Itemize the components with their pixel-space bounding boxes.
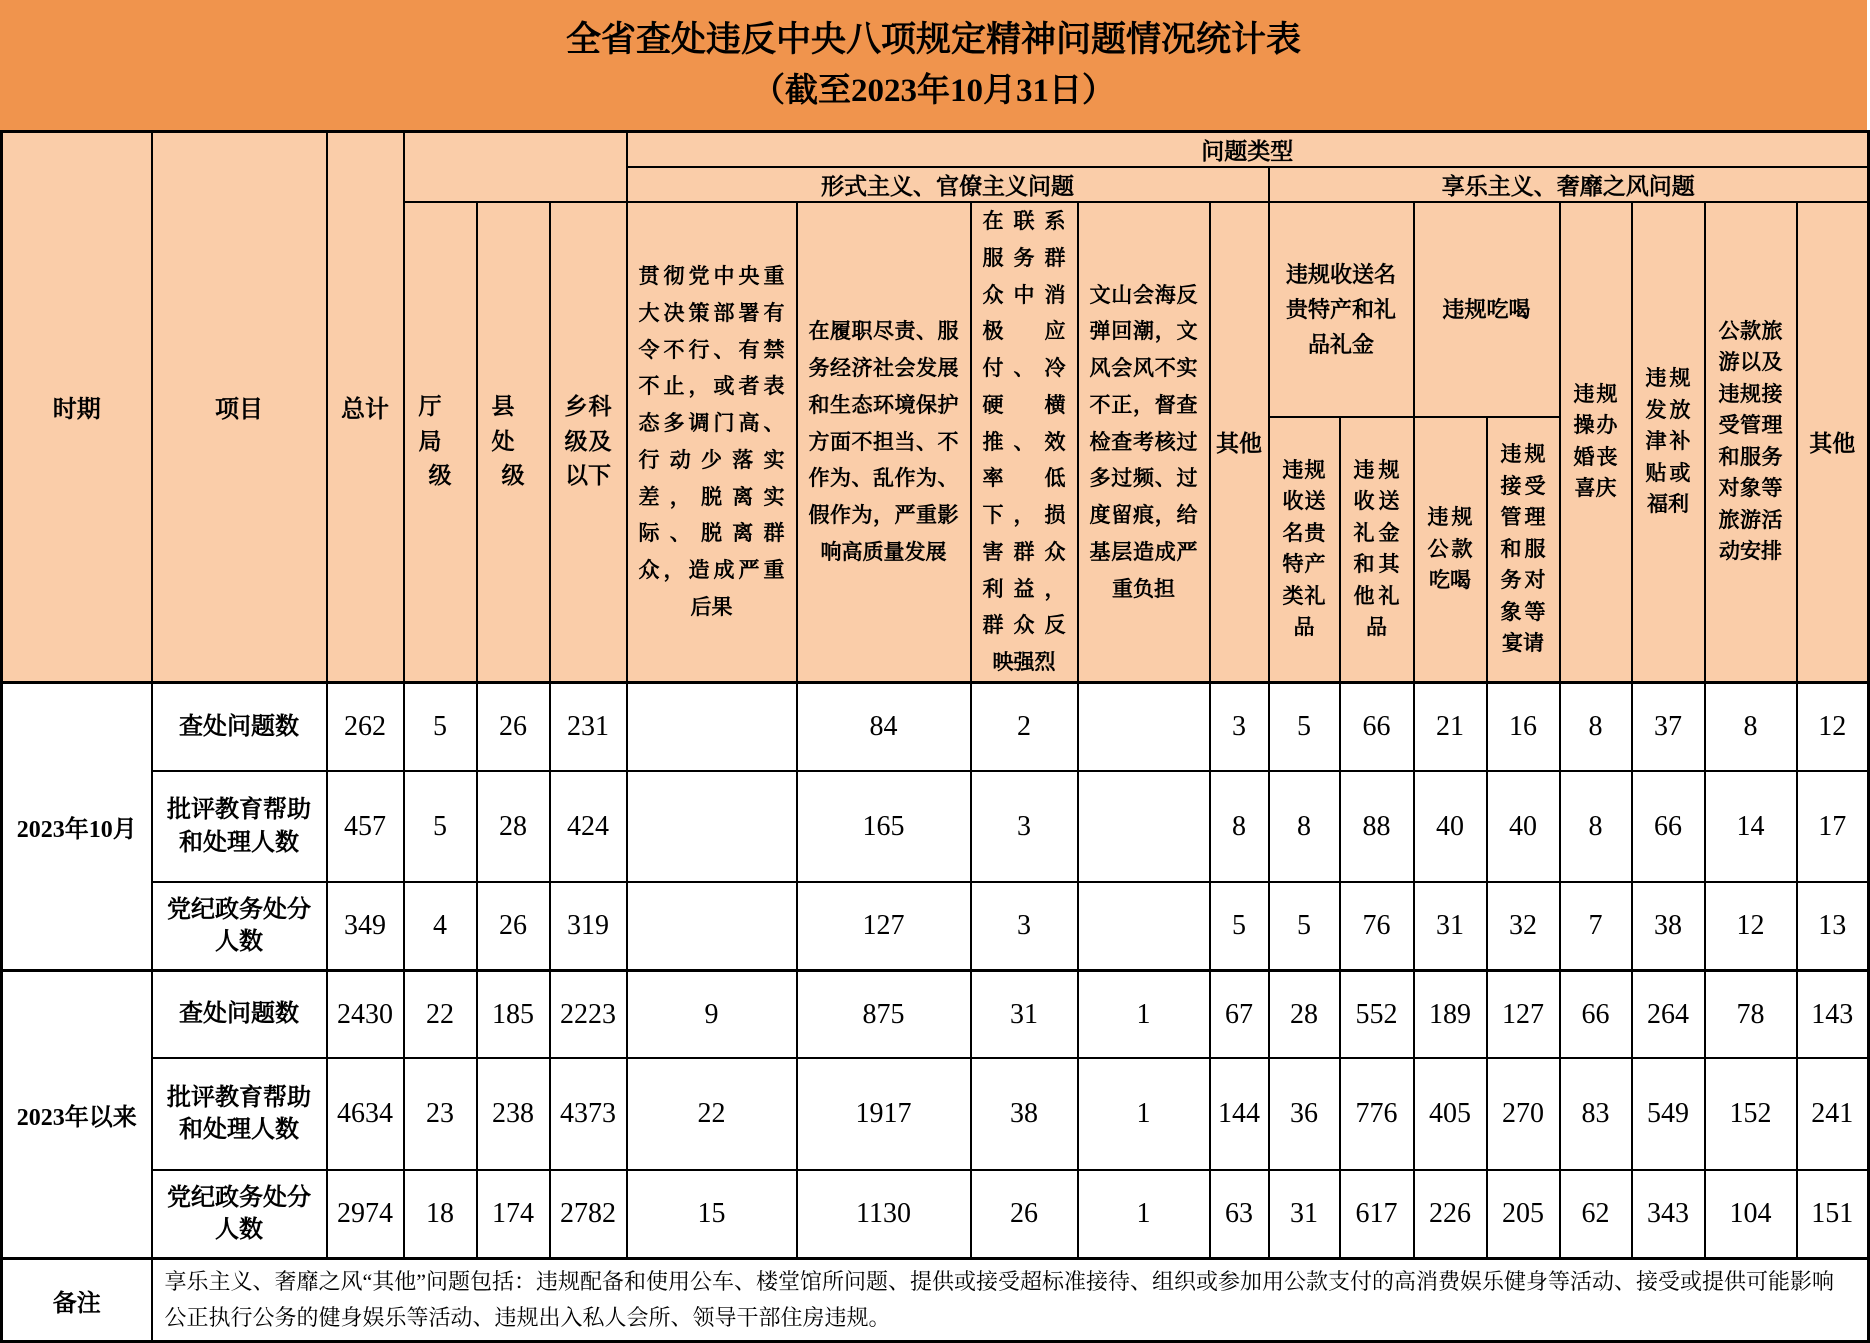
row-label: 批评教育帮助和处理人数 (152, 1058, 327, 1170)
table-cell: 31 (1269, 1170, 1340, 1258)
table-cell: 144 (1210, 1058, 1269, 1170)
table-cell: 13 (1797, 882, 1869, 970)
table-cell: 67 (1210, 970, 1269, 1058)
row-label: 查处问题数 (152, 970, 327, 1058)
table-cell: 5 (1210, 882, 1269, 970)
table-cell: 2782 (550, 1170, 627, 1258)
table-cell: 76 (1340, 882, 1414, 970)
table-cell: 349 (327, 882, 404, 970)
header-col-gifts-specialty: 违规收送名贵特产类礼品 (1269, 417, 1340, 682)
table-cell: 28 (1269, 970, 1340, 1058)
header-col-gifts-money: 违规收送礼金和其他礼品 (1340, 417, 1414, 682)
header-col-masses: 在联系服务群众中消极应付、冷硬横推、效率低下，损害群众利益，群众反映强烈 (971, 202, 1078, 682)
header-col-eat-public: 违规公款吃喝 (1414, 417, 1487, 682)
table-cell: 38 (1632, 882, 1705, 970)
header-level-xiangke: 乡科级及以下 (550, 202, 627, 682)
header-col-meetings: 文山会海反弹回潮，文风会风不实不正，督查检查考核过多过频、过度留痕，给基层造成严重负担 (1078, 202, 1210, 682)
table-cell: 15 (627, 1170, 797, 1258)
header-level-xianchu: 县处级 (477, 202, 550, 682)
table-cell: 4634 (327, 1058, 404, 1170)
table-cell: 152 (1705, 1058, 1797, 1170)
header-item: 项目 (152, 132, 327, 683)
table-cell: 26 (477, 882, 550, 970)
table-cell: 127 (797, 882, 971, 970)
table-cell: 12 (1705, 882, 1797, 970)
table-cell: 552 (1340, 970, 1414, 1058)
header-col-wedding: 违规操办婚丧喜庆 (1560, 202, 1632, 682)
table-cell: 262 (327, 682, 404, 771)
remark-text: 享乐主义、奢靡之风“其他”问题包括：违规配备和使用公车、楼堂馆所问题、提供或接受超标准接待、组织或参加用公款支付的高消费娱乐健身等活动、接受或提供可能影响公正执行公务的健身娱乐等活动、违规出入私人会所、领导干部住房违规。 (152, 1258, 1869, 1342)
period-label: 2023年10月 (2, 682, 152, 970)
header-col-decision: 贯彻党中央重大决策部署有令不行、有禁不止，或者表态多调门高、行动少落实差，脱离实际、脱离群众，造成严重后果 (627, 202, 797, 682)
header-problem-type: 问题类型 (627, 132, 1869, 168)
table-cell: 31 (971, 970, 1078, 1058)
table-cell: 37 (1632, 682, 1705, 771)
table-cell: 4373 (550, 1058, 627, 1170)
table-cell: 1 (1078, 1058, 1210, 1170)
header-col-travel: 公款旅游以及违规接受管理和服务对象等旅游活动安排 (1705, 202, 1797, 682)
table-cell: 23 (404, 1058, 477, 1170)
table-cell: 270 (1487, 1058, 1560, 1170)
table-cell: 143 (1797, 970, 1869, 1058)
header-gifts-group: 违规收送名贵特产和礼品礼金 (1269, 202, 1414, 417)
table-cell: 1 (1078, 1170, 1210, 1258)
table-cell: 205 (1487, 1170, 1560, 1258)
table-cell: 3 (971, 771, 1078, 882)
table-cell: 9 (627, 970, 797, 1058)
table-cell: 38 (971, 1058, 1078, 1170)
table-cell: 8 (1269, 771, 1340, 882)
table-cell (1078, 771, 1210, 882)
table-cell: 26 (477, 682, 550, 771)
table-cell: 22 (627, 1058, 797, 1170)
row-label: 党纪政务处分人数 (152, 1170, 327, 1258)
table-cell: 4 (404, 882, 477, 970)
table-cell: 66 (1560, 970, 1632, 1058)
table-cell (627, 682, 797, 771)
table-cell: 3 (971, 882, 1078, 970)
table-cell: 457 (327, 771, 404, 882)
table-cell: 2 (971, 682, 1078, 771)
table-cell: 189 (1414, 970, 1487, 1058)
table-cell: 62 (1560, 1170, 1632, 1258)
table-cell: 165 (797, 771, 971, 882)
table-cell: 63 (1210, 1170, 1269, 1258)
table-cell: 8 (1560, 771, 1632, 882)
table-cell: 343 (1632, 1170, 1705, 1258)
table-cell: 8 (1705, 682, 1797, 771)
header-period: 时期 (2, 132, 152, 683)
header-col-other-formalism: 其他 (1210, 202, 1269, 682)
table-cell (627, 771, 797, 882)
table-cell: 12 (1797, 682, 1869, 771)
table-cell (1078, 882, 1210, 970)
table-cell: 28 (477, 771, 550, 882)
table-cell: 5 (404, 682, 477, 771)
table-cell: 3 (1210, 682, 1269, 771)
table-cell: 2974 (327, 1170, 404, 1258)
table-cell: 8 (1560, 682, 1632, 771)
table-cell: 104 (1705, 1170, 1797, 1258)
header-col-eat-banquet: 违规接受管理和服务对象等宴请 (1487, 417, 1560, 682)
table-cell: 405 (1414, 1058, 1487, 1170)
table-cell: 1 (1078, 970, 1210, 1058)
header-col-other-hedonism: 其他 (1797, 202, 1869, 682)
table-cell: 22 (404, 970, 477, 1058)
header-group-formalism: 形式主义、官僚主义问题 (627, 167, 1269, 202)
table-cell: 264 (1632, 970, 1705, 1058)
remark-label: 备注 (2, 1258, 152, 1342)
table-cell: 26 (971, 1170, 1078, 1258)
table-cell: 66 (1632, 771, 1705, 882)
table-cell: 875 (797, 970, 971, 1058)
table-cell: 238 (477, 1058, 550, 1170)
table-cell: 36 (1269, 1058, 1340, 1170)
table-cell: 84 (797, 682, 971, 771)
table-cell: 16 (1487, 682, 1560, 771)
table-cell: 83 (1560, 1058, 1632, 1170)
table-cell: 5 (404, 771, 477, 882)
table-cell: 241 (1797, 1058, 1869, 1170)
table-cell: 1130 (797, 1170, 971, 1258)
header-col-allowance: 违规发放津补贴或福利 (1632, 202, 1705, 682)
table-cell: 40 (1487, 771, 1560, 882)
title-line-1: 全省查处违反中央八项规定精神问题情况统计表 (565, 20, 1301, 59)
table-cell: 32 (1487, 882, 1560, 970)
table-cell: 776 (1340, 1058, 1414, 1170)
table-cell (627, 882, 797, 970)
header-group-hedonism: 享乐主义、奢靡之风问题 (1269, 167, 1869, 202)
table-title (0, 0, 1867, 130)
header-level-tingju: 厅局级 (404, 202, 477, 682)
table-cell: 14 (1705, 771, 1797, 882)
table-cell: 319 (550, 882, 627, 970)
table-cell: 1917 (797, 1058, 971, 1170)
table-cell: 5 (1269, 682, 1340, 771)
header-eat-group: 违规吃喝 (1414, 202, 1560, 417)
statistics-table (0, 130, 1870, 1343)
table-cell: 2430 (327, 970, 404, 1058)
table-cell: 7 (1560, 882, 1632, 970)
table-cell: 17 (1797, 771, 1869, 882)
table-cell: 127 (1487, 970, 1560, 1058)
table-cell: 617 (1340, 1170, 1414, 1258)
table-cell: 151 (1797, 1170, 1869, 1258)
table-cell: 88 (1340, 771, 1414, 882)
table-cell: 66 (1340, 682, 1414, 771)
row-label: 批评教育帮助和处理人数 (152, 771, 327, 882)
table-cell: 8 (1210, 771, 1269, 882)
table-cell: 21 (1414, 682, 1487, 771)
header-col-duty: 在履职尽责、服务经济社会发展和生态环境保护方面不担当、不作为、乱作为、假作为，严重影响高质量发展 (797, 202, 971, 682)
table-cell: 424 (550, 771, 627, 882)
header-total: 总计 (327, 132, 404, 683)
table-cell: 174 (477, 1170, 550, 1258)
header-levels-blank (404, 132, 627, 203)
table-cell: 226 (1414, 1170, 1487, 1258)
row-label: 查处问题数 (152, 682, 327, 771)
table-cell: 231 (550, 682, 627, 771)
table-cell: 18 (404, 1170, 477, 1258)
table-cell (1078, 682, 1210, 771)
table-cell: 78 (1705, 970, 1797, 1058)
table-cell: 185 (477, 970, 550, 1058)
title-line-2: （截至2023年10月31日） (752, 73, 1115, 109)
table-cell: 31 (1414, 882, 1487, 970)
row-label: 党纪政务处分人数 (152, 882, 327, 970)
period-label: 2023年以来 (2, 970, 152, 1258)
table-cell: 5 (1269, 882, 1340, 970)
table-cell: 549 (1632, 1058, 1705, 1170)
table-cell: 2223 (550, 970, 627, 1058)
table-cell: 40 (1414, 771, 1487, 882)
